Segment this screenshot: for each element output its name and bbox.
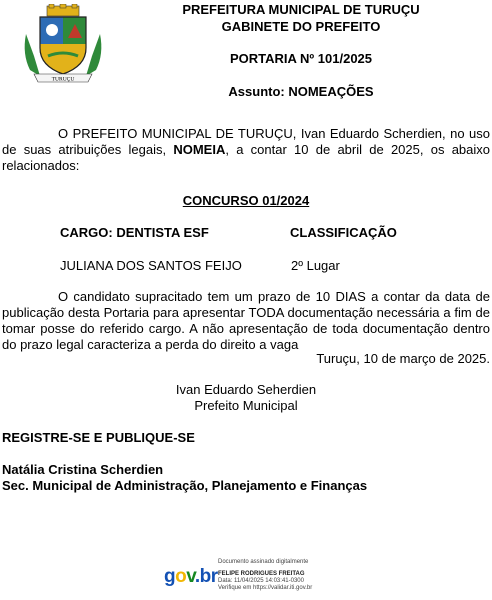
date-line: Turuçu, 10 de março de 2025. — [316, 351, 490, 366]
crest-shield — [40, 17, 86, 74]
candidate-name: JULIANA DOS SANTOS FEIJO — [60, 258, 242, 273]
intro-verb: NOMEIA — [173, 142, 226, 157]
cargo-label: CARGO: DENTISTA ESF — [60, 225, 209, 240]
signatory-role: Prefeito Municipal — [194, 398, 298, 413]
header-subtitle: GABINETE DO PREFEITO — [221, 19, 381, 34]
notice-paragraph: O candidato supracitado tem um prazo de 10 DIAS a contar da data de publicação desta Portaria para apresentar TODA documentação necessária a fim de tomar posse do referido cargo. A não apresentação de toda documentação dentro do prazo legal caracteriza a perda do direito a vaga — [2, 289, 490, 352]
digital-signature-stamp — [164, 556, 344, 598]
signatory-name: Ivan Eduardo Seherdien — [175, 382, 317, 397]
stamp-date: Data: 11/04/2025 14:03:41-0300 — [218, 578, 304, 584]
govbr-logo-o: o — [175, 566, 187, 587]
crest-banner-text: TURUÇU — [51, 76, 75, 83]
stamp-caption: Documento assinado digitalmente — [218, 559, 309, 565]
secretary-name: Natália Cristina Scherdien — [2, 462, 164, 477]
municipal-crest-icon — [20, 4, 106, 86]
registre-publique: REGISTRE-SE E PUBLIQUE-SE — [2, 430, 195, 445]
intro-text-post: , a contar 10 de abril de 2025, os abaixo relacionados: — [2, 142, 491, 173]
candidate-rank: 2º Lugar — [291, 258, 340, 273]
stamp-verify-link: Verifique em https://validar.iti.gov.br — [218, 585, 313, 591]
intro-text-pre: O PREFEITO MUNICIPAL DE TURUÇU, Ivan Eduardo Scherdien, no uso de suas atribuições legais, — [2, 126, 490, 157]
portaria-number: PORTARIA Nº 101/2025 — [229, 51, 373, 66]
govbr-logo-v: v — [186, 566, 195, 587]
intro-paragraph — [2, 126, 490, 174]
secretary-role: Sec. Municipal de Administração, Planejamento e Finanças — [2, 478, 368, 493]
classificacao-label: CLASSIFICAÇÃO — [290, 225, 397, 240]
crest-banner — [34, 74, 92, 83]
govbr-logo-br: br — [199, 566, 218, 587]
govbr-logo-icon — [164, 566, 218, 588]
stamp-signer: FELIPE RODRIGUES FREITAG — [218, 571, 305, 577]
concurso-heading: CONCURSO 01/2024 — [182, 193, 310, 208]
govbr-logo-g: g — [164, 566, 176, 587]
govbr-logo-dot: . — [194, 566, 200, 587]
crest-crown — [47, 4, 79, 16]
assunto-subject: Assunto: NOMEAÇÕES — [228, 84, 374, 99]
header-title: PREFEITURA MUNICIPAL DE TURUÇU — [182, 2, 420, 17]
